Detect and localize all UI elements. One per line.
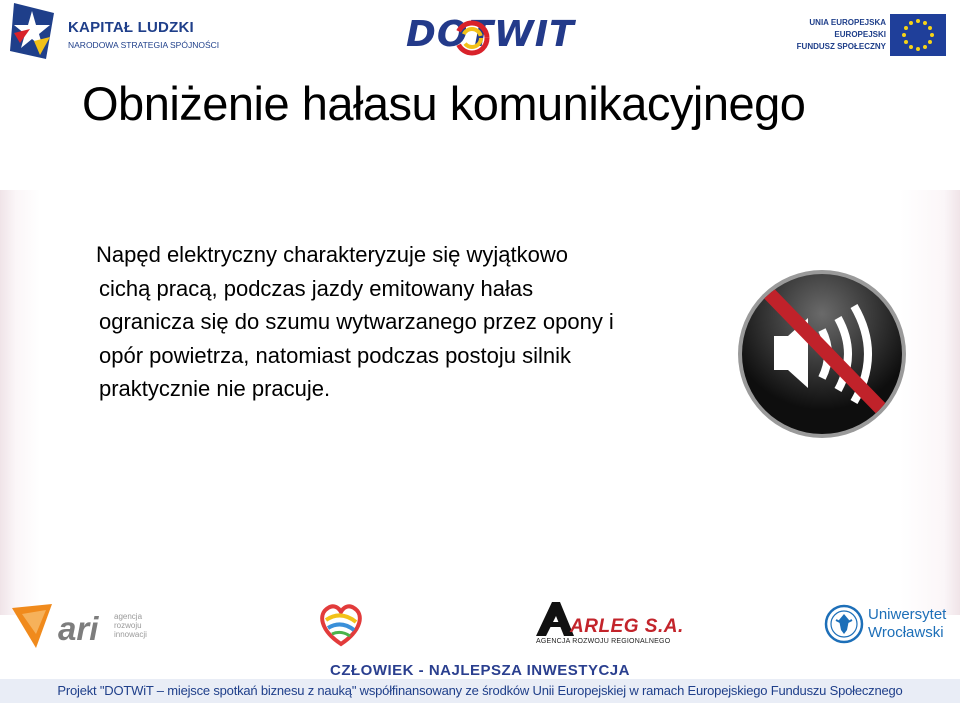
eu-line: UNIA EUROPEJSKA [809,18,886,27]
ari-logo [12,600,162,650]
kapital-ludzki-title: KAPITAŁ LUDZKI [68,19,194,36]
eu-text [794,17,886,53]
heart-logo-icon [316,600,366,648]
arleg-name: ARLEG S.A. [570,616,684,637]
dotwit-swirl-icon [450,16,494,60]
ari-wordmark: ari [58,610,99,647]
arleg-logo [534,602,684,648]
body-line: praktycznie nie pracuje. [99,376,331,401]
body-line: ogranicza się do szumu wytwarzanego przez opony i [99,309,614,334]
body-line: opór powietrza, natomiast podczas postoju silnik [99,342,572,368]
uwr-line: Wrocławski [868,624,944,641]
eu-line: EUROPEJSKI [834,30,886,39]
ari-line: rozwoju [114,621,142,630]
ari-subtitle [114,612,147,639]
kapital-ludzki-logo [10,3,220,59]
body-line: cichą pracą, podczas jazdy emitowany hałas [99,275,534,301]
slide-body [96,238,736,406]
footer-note: Projekt "DOTWiT – miejsce spotkań biznesu z nauką" współfinansowany ze środków Unii Europejskiej w ramach Europejskiego Funduszu Społecznego [57,683,903,698]
footer-motto: CZŁOWIEK - NAJLEPSZA INWESTYCJA [330,662,630,679]
arleg-subtitle: AGENCJA ROZWOJU REGIONALNEGO [536,638,671,645]
uwr-text [868,606,946,642]
dotwit-wordmark: DOTWIT [406,14,575,55]
uwr-logo [824,602,954,646]
kapital-ludzki-star-icon [10,3,56,59]
body-line: Napęd elektryczny charakteryzuje się wyjątkowo [96,242,568,267]
uwr-seal-icon [824,604,864,644]
eu-flag-icon [890,14,946,56]
eu-line: FUNDUSZ SPOŁECZNY [796,42,886,51]
uwr-line: Uniwersytet [868,606,947,623]
speaker-muted-icon [736,268,908,440]
eu-logo [794,14,954,56]
dotwit-logo [406,12,590,60]
slide-title: Obniżenie hałasu komunikacyjnego [82,77,806,130]
ari-swoosh-icon [12,604,58,648]
ari-line: agencja [114,612,143,621]
kapital-ludzki-subtitle: NARODOWA STRATEGIA SPÓJNOŚCI [68,40,220,50]
ari-line: innowacji [114,630,147,639]
arleg-a-icon [534,602,574,636]
